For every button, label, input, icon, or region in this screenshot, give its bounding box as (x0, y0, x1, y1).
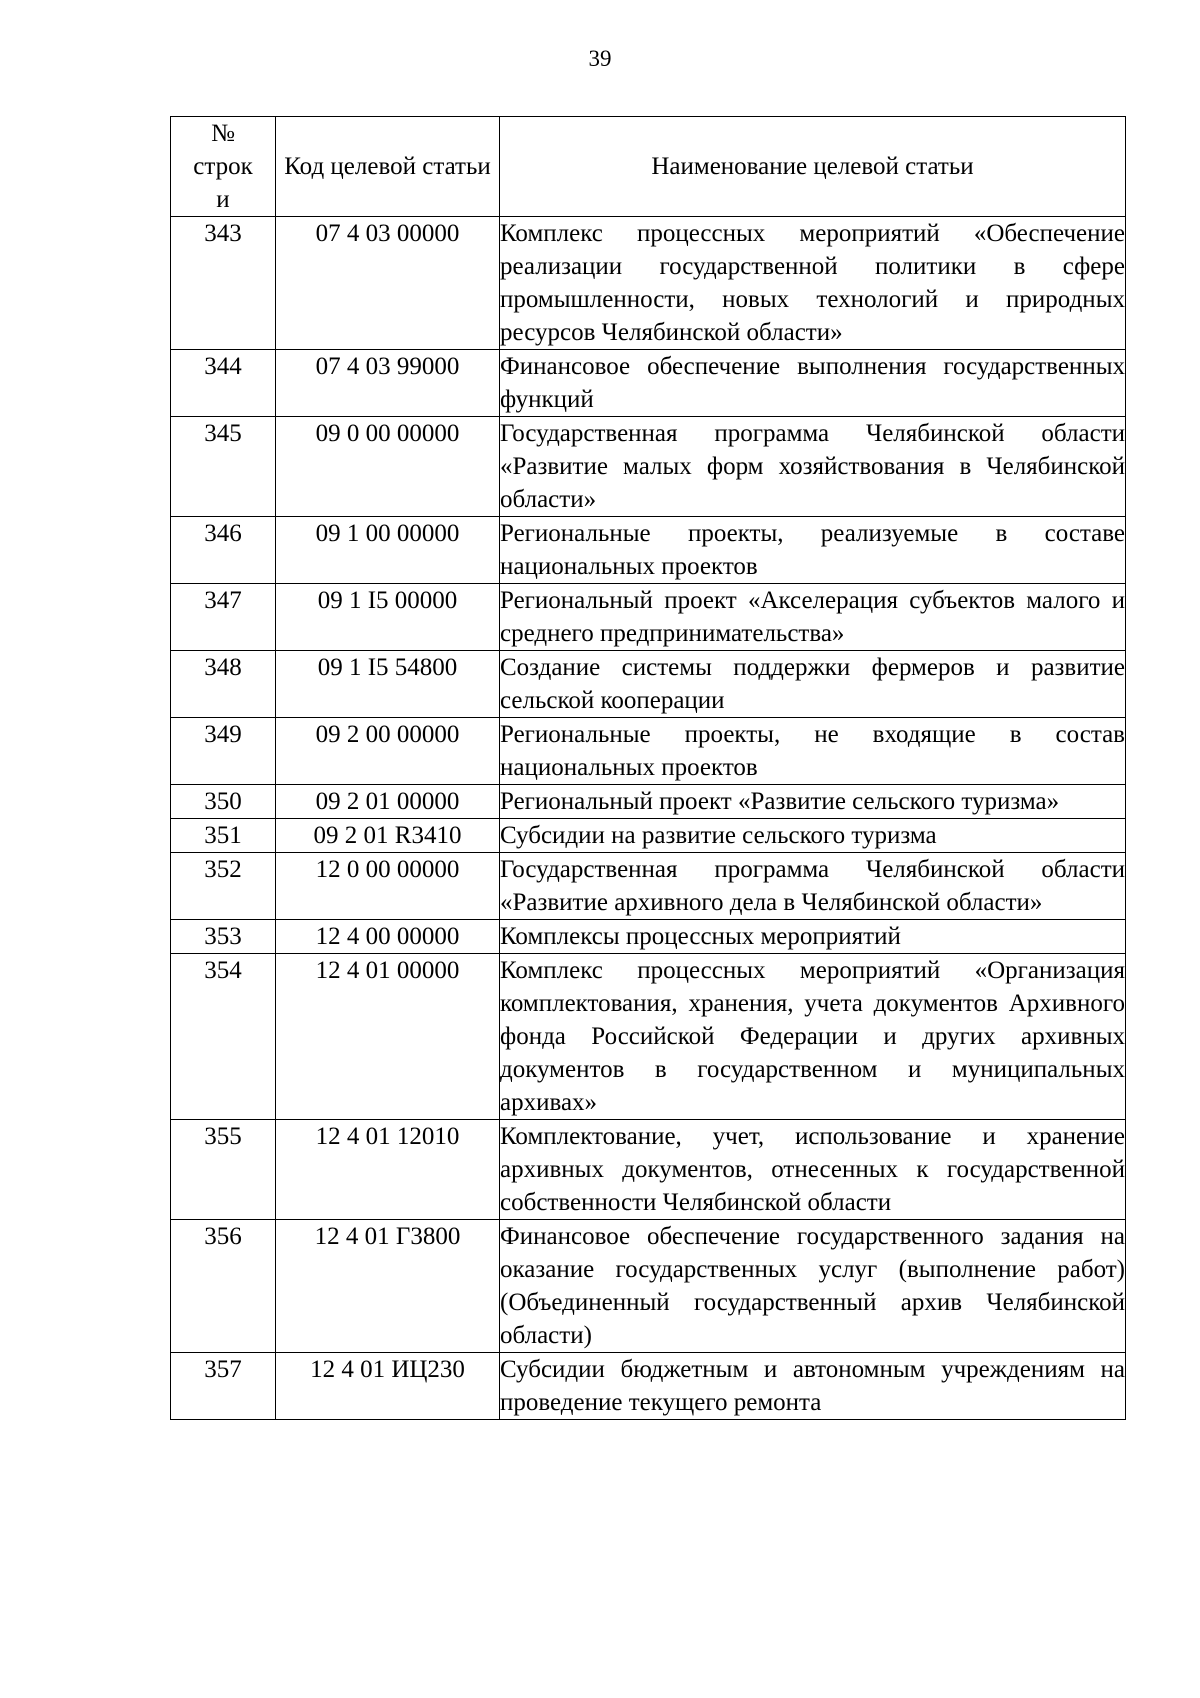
target-article-name: Государственная программа Челябинской области «Развитие малых форм хозяйствования в Челябинской области» (500, 417, 1126, 517)
row-number: 354 (171, 954, 276, 1120)
target-article-name: Субсидии бюджетным и автономным учреждениям на проведение текущего ремонта (500, 1353, 1126, 1420)
table-row (171, 819, 1126, 853)
target-article-name: Комплектование, учет, использование и хранение архивных документов, отнесенных к государственной собственности Челябинской области (500, 1120, 1126, 1220)
row-number: 351 (171, 819, 276, 853)
row-number: 349 (171, 718, 276, 785)
row-number: 344 (171, 350, 276, 417)
target-article-name: Субсидии на развитие сельского туризма (500, 819, 1126, 853)
table-row (171, 584, 1126, 651)
row-number: 357 (171, 1353, 276, 1420)
target-article-code: 09 1 I5 54800 (276, 651, 500, 718)
target-article-code: 09 2 01 R3410 (276, 819, 500, 853)
header-row-number (171, 117, 276, 217)
row-number: 343 (171, 217, 276, 350)
target-article-name: Региональный проект «Развитие сельского туризма» (500, 785, 1126, 819)
target-article-code: 12 4 00 00000 (276, 920, 500, 954)
row-number: 352 (171, 853, 276, 920)
target-article-name: Комплексы процессных мероприятий (500, 920, 1126, 954)
table-row (171, 1353, 1126, 1420)
header-row-number-line: и (216, 186, 230, 213)
table-header-row (171, 117, 1126, 217)
target-article-code: 12 4 01 00000 (276, 954, 500, 1120)
table-row (171, 1120, 1126, 1220)
target-article-code: 12 4 01 12010 (276, 1120, 500, 1220)
table-row (171, 954, 1126, 1120)
row-number: 347 (171, 584, 276, 651)
page-number: 39 (588, 46, 612, 71)
table-row (171, 350, 1126, 417)
target-article-code: 07 4 03 00000 (276, 217, 500, 350)
target-article-name: Финансовое обеспечение государственного задания на оказание государственных услуг (выполнение работ) (Объединенный государственный архив Челябинской области) (500, 1220, 1126, 1353)
target-article-code: 12 0 00 00000 (276, 853, 500, 920)
target-article-code: 07 4 03 99000 (276, 350, 500, 417)
table-row (171, 651, 1126, 718)
table-row (171, 853, 1126, 920)
target-article-name: Комплекс процессных мероприятий «Обеспечение реализации государственной политики в сфере промышленности, новых технологий и природных ресурсов Челябинской области» (500, 217, 1126, 350)
row-number: 345 (171, 417, 276, 517)
table-row (171, 785, 1126, 819)
target-article-code: 09 0 00 00000 (276, 417, 500, 517)
row-number: 356 (171, 1220, 276, 1353)
target-article-code: 12 4 01 Г3800 (276, 1220, 500, 1353)
header-code: Код целевой статьи (276, 117, 500, 217)
table-row (171, 517, 1126, 584)
target-article-code: 09 1 00 00000 (276, 517, 500, 584)
row-number: 353 (171, 920, 276, 954)
header-row-number-line: № (211, 120, 235, 147)
target-article-name: Финансовое обеспечение выполнения государственных функций (500, 350, 1126, 417)
target-article-name: Государственная программа Челябинской области «Развитие архивного дела в Челябинской области» (500, 853, 1126, 920)
target-article-code: 12 4 01 ИЦ230 (276, 1353, 500, 1420)
table-row (171, 417, 1126, 517)
header-name: Наименование целевой статьи (500, 117, 1126, 217)
table-row (171, 217, 1126, 350)
target-article-name: Региональные проекты, реализуемые в составе национальных проектов (500, 517, 1126, 584)
table-row (171, 920, 1126, 954)
target-article-code: 09 1 I5 00000 (276, 584, 500, 651)
row-number: 355 (171, 1120, 276, 1220)
target-article-code: 09 2 00 00000 (276, 718, 500, 785)
target-article-name: Создание системы поддержки фермеров и развитие сельской кооперации (500, 651, 1126, 718)
row-number: 348 (171, 651, 276, 718)
target-article-code: 09 2 01 00000 (276, 785, 500, 819)
table-row (171, 718, 1126, 785)
row-number: 350 (171, 785, 276, 819)
target-article-name: Комплекс процессных мероприятий «Организация комплектования, хранения, учета документов Архивного фонда Российской Федерации и других архивных документов в государственном и муниципальных архивах» (500, 954, 1126, 1120)
target-article-name: Региональный проект «Акселерация субъектов малого и среднего предпринимательства» (500, 584, 1126, 651)
target-article-name: Региональные проекты, не входящие в состав национальных проектов (500, 718, 1126, 785)
row-number: 346 (171, 517, 276, 584)
header-row-number-line: строк (193, 153, 253, 180)
table-row (171, 1220, 1126, 1353)
target-articles-table (170, 116, 1126, 1420)
